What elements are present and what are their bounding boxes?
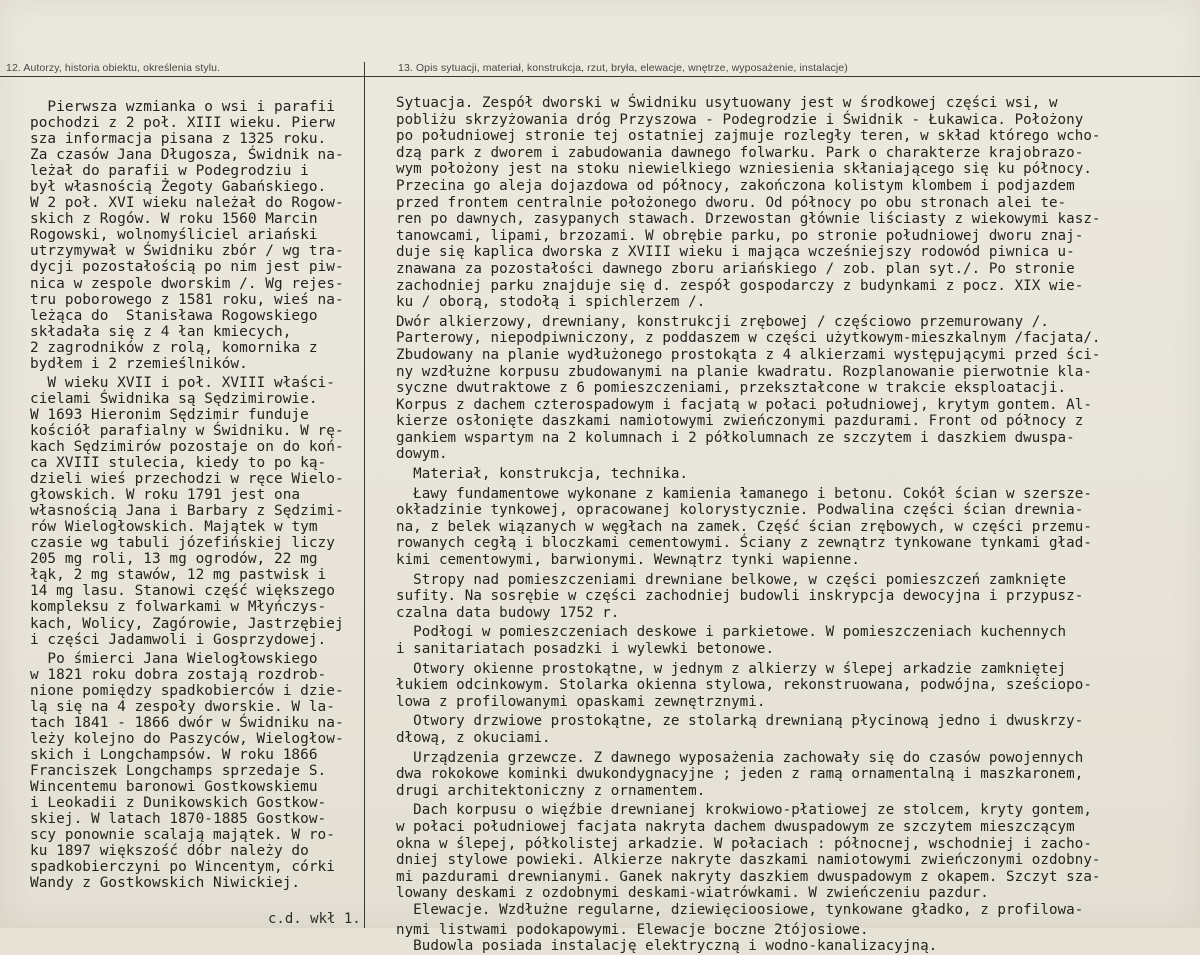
text-line: 205 mg roli, 13 mg ogrodów, 22 mg xyxy=(30,551,318,568)
text-line: Podłogi w pomieszczeniach deskowe i parkietowe. W pomieszczeniach kuchennych xyxy=(396,624,1067,641)
text-line: lą się na 4 zespoły dworskie. W la- xyxy=(30,698,335,715)
text-line: bydłem i 2 rzemieślników. xyxy=(30,355,248,372)
text-line: tanowcami, lipami, brzozami. W obrębie parku, po stronie południowej dworu znaj- xyxy=(396,227,1084,244)
text-line: głowskich. W roku 1791 jest ona xyxy=(30,487,301,504)
text-line: Sytuacja. Zespół dworski w Świdniku usytuowany jest w środkowej części wsi, w xyxy=(396,95,1058,111)
text-line: znawana za pozostałości dawnego zboru ariańskiego / zob. plan syt./. Po stronie xyxy=(396,260,1075,277)
text-line: kompleksu z folwarkami w Młyńczys- xyxy=(30,599,327,616)
text-line: nymi listwami podokapowymi. Elewacje boczne 2tójosiowe. xyxy=(396,921,869,938)
text-line: Ławy fundamentowe wykonane z kamienia łamanego i betonu. Cokół ścian w szersze- xyxy=(396,485,1092,502)
text-line: W 2 poł. XVI wieku należał do Rogow- xyxy=(30,195,344,212)
text-line: tru poborowego z 1581 roku, wieś na- xyxy=(30,291,344,308)
text-line: łukiem odcinkowym. Stolarka okienna stylowa, rekonstruowana, podwójna, sześciopo- xyxy=(396,677,1092,694)
text-line: utrzymywał w Świdniku zbór / wg tra- xyxy=(30,243,344,260)
text-line: łąk, 2 mg stawów, 12 mg pastwisk i xyxy=(30,567,327,584)
text-line: ku / oborą, stodołą i spichlerzem /. xyxy=(396,294,706,311)
text-line: Stropy nad pomieszczeniami drewniane belkowe, w części pomieszczeń zamknięte xyxy=(396,571,1067,588)
text-line: był własnością Żegoty Gabańskiego. xyxy=(30,179,327,196)
text-line: dłową, z okuciami. xyxy=(396,729,551,746)
text-line: sufity. Na sosrębie w części zachodniej budowli inskrypcja dewocyjna i przypusz- xyxy=(396,588,1084,605)
text-line: sza informacja pisana z 1325 roku. xyxy=(30,131,327,148)
text-line: i sanitariatach posadzki i wylewki betonowe. xyxy=(396,641,775,657)
text-line: kimi cementowymi, barwionymi. Wewnątrz tynki wapienne. xyxy=(396,552,860,569)
text-line: kościół parafialny w Świdniku. W rę- xyxy=(30,422,344,439)
text-line: cielami Świdnika są Sędzimirowie. xyxy=(30,390,318,407)
text-line: Wandy z Gostkowskich Niwickiej. xyxy=(30,875,301,892)
continuation-note: c.d. wkł 1. xyxy=(268,911,361,927)
text-line: Otwory drzwiowe prostokątne, ze stolarką drewnianą płycinową jedno i dwuskrzy- xyxy=(396,713,1084,730)
text-line: Franciszek Longchamps sprzedaje S. xyxy=(30,762,327,779)
text-line: Wincentemu baronowi Gostkowskiemu xyxy=(30,778,318,795)
text-line: Elewacje. Wzdłużne regularne, dziewięcioosiowe, tynkowane gładko, z profilowa- xyxy=(396,901,1084,918)
form-field-label-13: 13. Opis sytuacji, materiał, konstrukcja, rzut, bryła, elewacje, wnętrze, wyposażenie, instalacje) xyxy=(398,62,848,74)
text-line: dycji pozostałością po nim jest piw- xyxy=(30,259,344,276)
text-line: pochodzi z 2 poł. XIII wieku. Pierw xyxy=(30,115,335,132)
form-field-label-12: 12. Autorzy, historia obiektu, określenia stylu. xyxy=(6,62,221,74)
column-divider xyxy=(364,62,365,928)
text-line: ca XVIII stulecia, kiedy to po ką- xyxy=(30,455,327,472)
text-line: leżał do parafii w Podegrodziu i xyxy=(30,163,309,180)
text-line: W 1693 Hieronim Sędzimir funduje xyxy=(30,406,309,423)
text-line: syczne dwutraktowe z 6 pomieszczeniami, przekształcone w trakcie eksploatacji. xyxy=(396,380,1067,397)
text-line: dniej stylowe powieki. Alkierze nakryte daszkami namiotowymi zwieńczonymi ozdobny- xyxy=(396,852,1101,869)
text-line: dwa rokokowe kominki dwukondygnacyjne ; jeden z ramą ornamentalną i maszkaronem, xyxy=(396,766,1084,783)
text-line: Za czasów Jana Długosza, Świdnik na- xyxy=(30,147,344,164)
text-line: zachodniej parku znajduje się d. zespół gospodarczy z budynkami z pocz. XIX wie- xyxy=(396,277,1084,294)
text-line: tach 1841 - 1866 dwór w Świdniku na- xyxy=(30,714,344,731)
text-line: i Leokadii z Dunikowskich Gostkow- xyxy=(30,795,327,812)
text-line: ny wzdłużne korpusu zbudowanymi na planie kwadratu. Rozplanowanie pierwotnie kla- xyxy=(396,363,1092,380)
text-line: drugi architektoniczny z ornamentem. xyxy=(396,782,706,799)
text-line: dowym. xyxy=(396,446,448,463)
text-line: skich z Rogów. W roku 1560 Marcin xyxy=(30,211,318,228)
text-line: kierze osłonięte daszkami namiotowymi zwieńczonymi pazdurami. Front od północy z xyxy=(396,413,1084,430)
text-line: dzą park z dworem i zabudowania dawnego folwarku. Park o charakterze krajobrazo- xyxy=(396,144,1084,161)
text-line: przed frontem centralnie położonego dworu. Od północy po obu stronach alei te- xyxy=(396,194,1067,211)
description-text-column xyxy=(396,95,1101,955)
text-line: skiej. W latach 1870-1885 Gostkow- xyxy=(30,811,327,828)
text-line: duje się kaplica dworska z XVIII wieku i mająca wcześniejszy rodowód piwnica u- xyxy=(396,244,1075,261)
text-line: skich i Longchampsów. W roku 1866 xyxy=(30,746,318,763)
text-line: Materiał, konstrukcja, technika. xyxy=(396,466,689,483)
text-line: Zbudowany na planie wydłużonego prostokąta z 4 alkierzami występującymi przed ści- xyxy=(396,346,1101,363)
text-line: pobliżu skrzyżowania dróg Przyszowa - Podegrodzie i Świdnik - Łukawica. Położony xyxy=(396,111,1084,128)
text-line: kach Sędzimirów pozostaje on do koń- xyxy=(30,438,344,455)
text-line: okładzinie tynkowej, opracowanej kolorystycznie. Podwalina części ścian drewnia- xyxy=(396,502,1084,519)
text-line: W wieku XVII i poł. XVIII właści- xyxy=(30,374,335,391)
text-line: leży kolejno do Paszyców, Wielogłow- xyxy=(30,730,344,747)
text-line: składała się z 4 łan kmiecych, xyxy=(30,323,292,340)
header-rule xyxy=(0,76,1200,77)
text-line: na, z belek wiązanych w węgłach na zamek. Część ścian zrębowych, w części przemu- xyxy=(396,518,1092,535)
text-line: Otwory okienne prostokątne, w jednym z alkierzy w ślepej arkadzie zamkniętej xyxy=(396,660,1067,677)
text-line: ren po dawnych, zasypanych stawach. Drzewostan głównie liściasty z wiekowymi kasz- xyxy=(396,211,1101,228)
text-line: w 1821 roku dobra zostają rozdrob- xyxy=(30,666,327,683)
text-line: Pierwsza wzmianka o wsi i parafii xyxy=(30,99,335,115)
text-line: Przecina go aleja dojazdowa od północy, zakończona kolistym klombem i podjazdem xyxy=(396,177,1075,194)
text-line: Rogowski, wolnomyśliciel ariański xyxy=(30,227,318,244)
text-line: kach, Wolicy, Zagórowie, Jastrzębiej xyxy=(30,615,344,632)
text-line: własnością Jana i Barbary z Sędzimi- xyxy=(30,503,344,520)
text-line: Korpus z dachem czterospadowym i facjatą w połaci południowej, krytym gontem. Al- xyxy=(396,396,1092,413)
text-line: w połaci południowej facjata nakryta dachem dwuspadowym ze szczytem mieszczącym xyxy=(396,818,1075,835)
text-line: i części Jadamwoli i Gosprzydowej. xyxy=(30,631,327,648)
text-line: spadkobierczyni po Wincentym, córki xyxy=(30,859,335,876)
text-line: nione pomiędzy spadkobierców i dzie- xyxy=(30,682,344,699)
text-line: po południowej stronie tej ostatniej zajmuje rozległy teren, w skład którego wcho- xyxy=(396,128,1101,145)
text-line: nica w zespole dworskim /. Wg rejes- xyxy=(30,275,344,292)
text-line: leżąca do Stanisława Rogowskiego xyxy=(30,307,318,324)
text-line: ku 1897 większość dóbr należy do xyxy=(30,843,309,860)
text-line: Po śmierci Jana Wielogłowskiego xyxy=(30,650,318,667)
text-line: rów Wielogłowskich. Majątek w tym xyxy=(30,519,318,536)
text-line: 14 mg lasu. Stanowi część większego xyxy=(30,583,335,600)
text-line: mi pazdurami drewnianymi. Ganek nakryty daszkiem dwuspadowym z okapem. Szczyt sza- xyxy=(396,868,1101,885)
text-line: czasie wg tabuli józefińskiej liczy xyxy=(30,535,335,552)
text-line: wym położony jest na stoku niewielkiego wzniesienia skłaniającego się ku północy. xyxy=(396,161,1092,178)
text-line: Urządzenia grzewcze. Z dawnego wyposażenia zachowały się do czasów powojennych xyxy=(396,749,1084,766)
text-line: gankiem wspartym na 2 kolumnach i 2 półkolumnach ze szczytem i daszkiem dwuspa- xyxy=(396,429,1075,446)
text-line: scy ponownie scalają majątek. W ro- xyxy=(30,827,335,844)
text-line: dzieli wieś przechodzi w ręce Wielo- xyxy=(30,471,344,488)
text-line: lowany deskami z ozdobnymi deskami-wiatrówkami. W zwieńczeniu pazdur. xyxy=(396,885,989,902)
text-line: Budowla posiada instalację elektryczną i wodno-kanalizacyjną. xyxy=(396,938,938,955)
history-text-column xyxy=(30,99,344,891)
text-line: 2 zagrodników z rolą, komornika z xyxy=(30,339,318,356)
text-line: Dach korpusu o więźbie drewnianej krokwiowo-płatiowej ze stolcem, kryty gontem, xyxy=(396,802,1092,819)
text-line: okna w ślepej, półkolistej arkadzie. W połaciach : północnej, wschodniej i zacho- xyxy=(396,835,1092,852)
text-line: czalna data budowy 1752 r. xyxy=(396,604,620,621)
text-line: Dwór alkierzowy, drewniany, konstrukcji zrębowej / częściowo przemurowany /. xyxy=(396,313,1049,330)
text-line: rowanych cegłą i bloczkami cementowymi. Ściany z zewnątrz tynkowane tynkami gład- xyxy=(396,535,1092,552)
text-line: lowa z profilowanymi opaskami zewnętrznymi. xyxy=(396,693,766,710)
text-line: Parterowy, niepodpiwniczony, z poddaszem w części użytkowym-mieszkalnym /facjata/. xyxy=(396,330,1101,347)
